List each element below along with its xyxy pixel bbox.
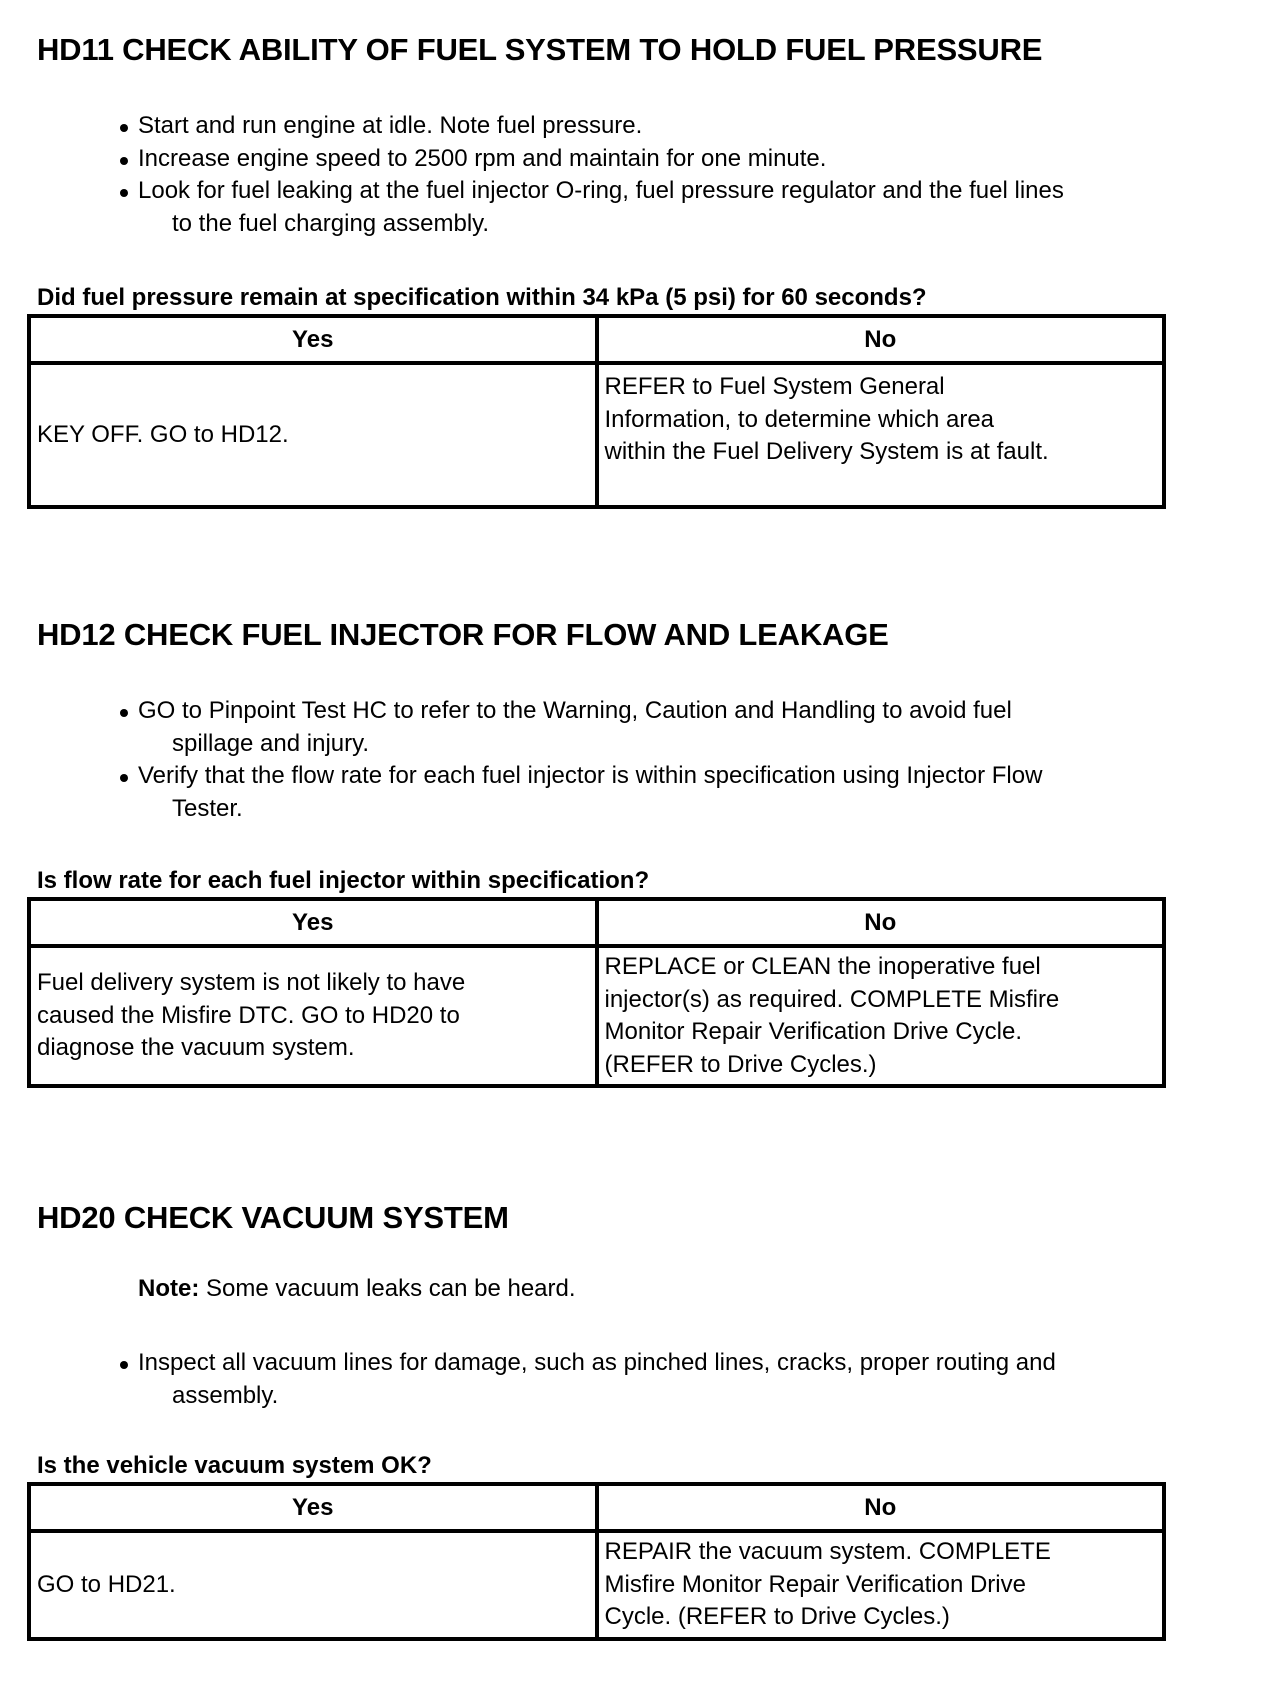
- hd20-bullet-list: [120, 1347, 1240, 1412]
- hd11-decision-table: [27, 314, 1166, 509]
- no-header: No: [597, 899, 1165, 946]
- no-header: No: [597, 316, 1165, 363]
- yes-header: Yes: [29, 1484, 597, 1531]
- hd11-heading: HD11 CHECK ABILITY OF FUEL SYSTEM TO HOLD FUEL PRESSURE: [37, 32, 1043, 67]
- hd12-bullet-list: [120, 695, 1240, 825]
- bullet-icon: [120, 189, 128, 197]
- hd20-question: Is the vehicle vacuum system OK?: [37, 1452, 432, 1479]
- yes-header: Yes: [29, 899, 597, 946]
- hd12-heading: HD12 CHECK FUEL INJECTOR FOR FLOW AND LEAKAGE: [37, 617, 889, 652]
- bullet-icon: [120, 124, 128, 132]
- note-text: Some vacuum leaks can be heard.: [199, 1275, 576, 1302]
- hd20-heading: HD20 CHECK VACUUM SYSTEM: [37, 1200, 509, 1235]
- note-label: Note:: [138, 1275, 200, 1302]
- yes-cell: Fuel delivery system is not likely to have caused the Misfire DTC. GO to HD20 to diagnose the vacuum system.: [29, 946, 597, 1086]
- bullet-icon: [120, 1361, 128, 1369]
- list-item: Look for fuel leaking at the fuel injector O-ring, fuel pressure regulator and the fuel lines to the fuel charging assembly.: [120, 175, 1240, 240]
- hd20-decision-table: [27, 1482, 1166, 1641]
- list-item: Verify that the flow rate for each fuel injector is within specification using Injector Flow Tester.: [120, 760, 1240, 825]
- no-cell: REPAIR the vacuum system. COMPLETE Misfire Monitor Repair Verification Drive Cycle. (REFER to Drive Cycles.): [597, 1531, 1165, 1639]
- yes-header: Yes: [29, 316, 597, 363]
- list-item: GO to Pinpoint Test HC to refer to the Warning, Caution and Handling to avoid fuel spillage and injury.: [120, 695, 1240, 760]
- yes-cell: GO to HD21.: [29, 1531, 597, 1639]
- bullet-icon: [120, 157, 128, 165]
- hd11-bullet-list: [120, 110, 1240, 240]
- bullet-icon: [120, 709, 128, 717]
- no-cell: REFER to Fuel System General Information, to determine which area within the Fuel Delivery System is at fault.: [597, 363, 1165, 507]
- hd12-decision-table: [27, 897, 1166, 1088]
- list-item: Inspect all vacuum lines for damage, such as pinched lines, cracks, proper routing and assembly.: [120, 1347, 1240, 1412]
- no-header: No: [597, 1484, 1165, 1531]
- hd20-note: [138, 1275, 576, 1303]
- hd12-question: Is flow rate for each fuel injector within specification?: [37, 867, 650, 894]
- yes-cell: KEY OFF. GO to HD12.: [29, 363, 597, 507]
- list-item: Increase engine speed to 2500 rpm and maintain for one minute.: [120, 143, 1240, 176]
- no-cell: REPLACE or CLEAN the inoperative fuel injector(s) as required. COMPLETE Misfire Monitor Repair Verification Drive Cycle. (REFER to Drive Cycles.): [597, 946, 1165, 1086]
- list-item: Start and run engine at idle. Note fuel pressure.: [120, 110, 1240, 143]
- hd11-question: Did fuel pressure remain at specification within 34 kPa (5 psi) for 60 seconds?: [37, 284, 927, 311]
- bullet-icon: [120, 774, 128, 782]
